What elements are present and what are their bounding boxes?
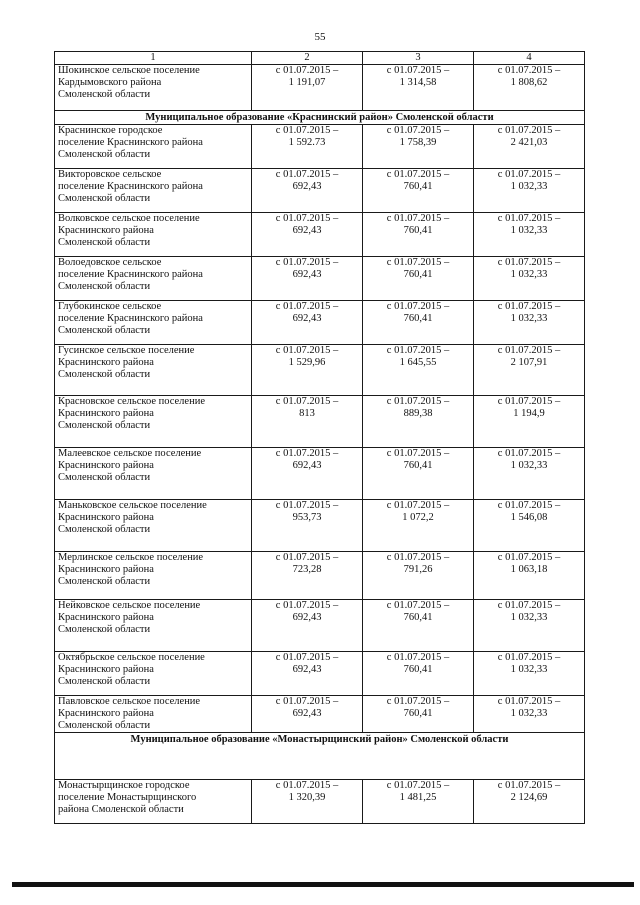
tariff-cell-col4 (474, 65, 585, 111)
cell-line-first: с 01.07.2015 – (497, 780, 561, 791)
cell-line-first: с 01.07.2015 – (275, 500, 339, 511)
cell-line: района Смоленской области (58, 804, 184, 815)
table-row (55, 448, 585, 500)
tariff-cell-col3 (363, 448, 474, 500)
cell-line: 2 124,69 (510, 792, 548, 803)
cell-line-first: с 01.07.2015 – (386, 125, 450, 136)
cell-line: Смоленской области (58, 576, 151, 587)
cell-line-first: с 01.07.2015 – (386, 169, 450, 180)
cell-line-first: с 01.07.2015 – (275, 169, 339, 180)
table-row (55, 169, 585, 213)
cell-line-first: с 01.07.2015 – (497, 652, 561, 663)
cell-line: 760,41 (403, 708, 433, 719)
table-row (55, 552, 585, 600)
municipality-name-cell (55, 125, 252, 169)
tariff-cell-col2 (252, 552, 363, 600)
table-row (55, 780, 585, 824)
tariff-cell-col2 (252, 780, 363, 824)
cell-line-first: с 01.07.2015 – (497, 448, 561, 459)
cell-line: Смоленской области (58, 237, 151, 248)
cell-line-first: с 01.07.2015 – (497, 125, 561, 136)
tariff-cell-col4 (474, 301, 585, 345)
cell-line-first: с 01.07.2015 – (386, 552, 450, 563)
cell-line: 723,28 (292, 564, 322, 575)
cell-line: 760,41 (403, 269, 433, 280)
tariff-cell-col3 (363, 125, 474, 169)
cell-line-first: с 01.07.2015 – (275, 125, 339, 136)
tariff-cell-col2 (252, 169, 363, 213)
cell-line-first: с 01.07.2015 – (386, 65, 450, 76)
tariff-cell-col2 (252, 500, 363, 552)
cell-line: 692,43 (292, 225, 322, 236)
cell-line: 1 063,18 (510, 564, 548, 575)
cell-line: 953,73 (292, 512, 322, 523)
cell-line: 692,43 (292, 181, 322, 192)
cell-line-first: с 01.07.2015 – (275, 652, 339, 663)
cell-line-first: Маньковское сельское поселение (58, 500, 207, 511)
table-row (55, 65, 585, 111)
tariff-table (54, 51, 585, 824)
cell-line-first: Малеевское сельское поселение (58, 448, 202, 459)
tariff-cell-col4 (474, 696, 585, 733)
cell-line-first: с 01.07.2015 – (275, 600, 339, 611)
cell-line: 760,41 (403, 664, 433, 675)
tariff-cell-col3 (363, 552, 474, 600)
cell-line-first: с 01.07.2015 – (275, 345, 339, 356)
cell-line-first: с 01.07.2015 – (275, 213, 339, 224)
municipality-name-cell (55, 780, 252, 824)
section-title: Муниципальное образование «Монастырщинский район» Смоленской области (55, 733, 585, 780)
tariff-cell-col4 (474, 500, 585, 552)
municipality-name-cell (55, 696, 252, 733)
tariff-cell-col3 (363, 652, 474, 696)
cell-line: 1 032,33 (510, 181, 548, 192)
tariff-cell-col2 (252, 257, 363, 301)
cell-line: 1 072,2 (402, 512, 434, 523)
cell-line: 1 592.73 (288, 137, 326, 148)
cell-line-first: Викторовское сельское (58, 169, 162, 180)
cell-line: 813 (299, 408, 315, 419)
cell-line-first: Краснинское городское (58, 125, 163, 136)
section-title: Муниципальное образование «Краснинский район» Смоленской области (55, 111, 585, 125)
cell-line-first: Гусинское сельское поселение (58, 345, 195, 356)
table-row (55, 696, 585, 733)
cell-line: 1 032,33 (510, 225, 548, 236)
table-row (55, 125, 585, 169)
table-body (55, 65, 585, 824)
cell-line-first: с 01.07.2015 – (497, 500, 561, 511)
cell-line: 760,41 (403, 612, 433, 623)
table-row (55, 213, 585, 257)
cell-line: Смоленской области (58, 325, 151, 336)
tariff-cell-col4 (474, 652, 585, 696)
cell-line-first: Мерлинское сельское поселение (58, 552, 204, 563)
table-row (55, 652, 585, 696)
cell-line: Краснинского района (58, 357, 154, 368)
page-number: 55 (314, 31, 326, 43)
tariff-cell-col4 (474, 213, 585, 257)
table-row (55, 600, 585, 652)
cell-line-first: с 01.07.2015 – (275, 780, 339, 791)
cell-line: Краснинского района (58, 664, 154, 675)
cell-line: Смоленской области (58, 624, 151, 635)
cell-line: поселение Краснинского района (58, 181, 203, 192)
cell-line-first: с 01.07.2015 – (497, 65, 561, 76)
cell-line: 760,41 (403, 225, 433, 236)
cell-line: 1 314,58 (399, 77, 437, 88)
municipality-name-cell (55, 345, 252, 396)
cell-line-first: с 01.07.2015 – (275, 65, 339, 76)
cell-line: 1 481,25 (399, 792, 437, 803)
cell-line: 1 032,33 (510, 313, 548, 324)
cell-line: Смоленской области (58, 149, 151, 160)
table-row (55, 500, 585, 552)
cell-line-first: с 01.07.2015 – (386, 213, 450, 224)
table-row (55, 396, 585, 448)
column-header-3: 3 (363, 52, 474, 65)
tariff-cell-col2 (252, 396, 363, 448)
cell-line: 1 320,39 (288, 792, 326, 803)
tariff-cell-col4 (474, 345, 585, 396)
cell-line-first: с 01.07.2015 – (275, 301, 339, 312)
cell-line: 692,43 (292, 269, 322, 280)
cell-line-first: с 01.07.2015 – (275, 552, 339, 563)
cell-line: Смоленской области (58, 472, 151, 483)
tariff-cell-col2 (252, 652, 363, 696)
cell-line: Краснинского района (58, 612, 154, 623)
cell-line-first: с 01.07.2015 – (497, 600, 561, 611)
municipality-name-cell (55, 552, 252, 600)
tariff-cell-col4 (474, 780, 585, 824)
cell-line: 692,43 (292, 313, 322, 324)
cell-line: 692,43 (292, 664, 322, 675)
tariff-cell-col3 (363, 600, 474, 652)
tariff-cell-col2 (252, 125, 363, 169)
cell-line: 889,38 (403, 408, 433, 419)
cell-line: поселение Монастырщинского (58, 792, 197, 803)
tariff-cell-col3 (363, 696, 474, 733)
cell-line-first: с 01.07.2015 – (497, 552, 561, 563)
cell-line: 1 032,33 (510, 460, 548, 471)
municipality-name-cell (55, 652, 252, 696)
tariff-cell-col3 (363, 65, 474, 111)
tariff-cell-col3 (363, 257, 474, 301)
cell-line-first: с 01.07.2015 – (497, 345, 561, 356)
tariff-cell-col3 (363, 500, 474, 552)
cell-line: 1 191,07 (288, 77, 326, 88)
cell-line: 1 529,96 (288, 357, 326, 368)
cell-line: Краснинского района (58, 225, 154, 236)
cell-line: поселение Краснинского района (58, 269, 203, 280)
cell-line-first: Волоедовское сельское (58, 257, 162, 268)
cell-line: 1 032,33 (510, 269, 548, 280)
cell-line: Краснинского района (58, 708, 154, 719)
cell-line: Смоленской области (58, 281, 151, 292)
cell-line-first: с 01.07.2015 – (497, 257, 561, 268)
cell-line: 1 032,33 (510, 664, 548, 675)
tariff-cell-col3 (363, 301, 474, 345)
cell-line: Смоленской области (58, 193, 151, 204)
cell-line-first: Шокинское сельское поселение (58, 65, 200, 76)
municipality-name-cell (55, 396, 252, 448)
cell-line: 2 107,91 (510, 357, 548, 368)
tariff-cell-col4 (474, 448, 585, 500)
cell-line-first: с 01.07.2015 – (275, 696, 339, 707)
cell-line-first: с 01.07.2015 – (386, 448, 450, 459)
cell-line: 1 194,9 (513, 408, 545, 419)
cell-line: 1 032,33 (510, 612, 548, 623)
municipality-name-cell (55, 600, 252, 652)
cell-line: 692,43 (292, 460, 322, 471)
cell-line: поселение Краснинского района (58, 137, 203, 148)
section-header-row (55, 733, 585, 780)
cell-line-first: Глубокинское сельское (58, 301, 162, 312)
cell-line-first: с 01.07.2015 – (497, 396, 561, 407)
municipality-name-cell (55, 65, 252, 111)
cell-line-first: с 01.07.2015 – (497, 213, 561, 224)
cell-line-first: с 01.07.2015 – (275, 448, 339, 459)
cell-line-first: Октябрьское сельское поселение (58, 652, 205, 663)
column-header-4: 4 (474, 52, 585, 65)
cell-line: 692,43 (292, 612, 322, 623)
tariff-cell-col2 (252, 448, 363, 500)
municipality-name-cell (55, 257, 252, 301)
tariff-cell-col4 (474, 600, 585, 652)
cell-line: поселение Краснинского района (58, 313, 203, 324)
cell-line-first: Красновское сельское поселение (58, 396, 205, 407)
tariff-cell-col4 (474, 257, 585, 301)
table-row (55, 345, 585, 396)
cell-line-first: с 01.07.2015 – (386, 652, 450, 663)
cell-line: 760,41 (403, 313, 433, 324)
cell-line: Смоленской области (58, 720, 151, 731)
section-header-row (55, 111, 585, 125)
tariff-cell-col3 (363, 169, 474, 213)
tariff-cell-col2 (252, 301, 363, 345)
tariff-cell-col3 (363, 213, 474, 257)
cell-line: 692,43 (292, 708, 322, 719)
tariff-cell-col4 (474, 125, 585, 169)
table-row (55, 301, 585, 345)
cell-line: Смоленской области (58, 524, 151, 535)
municipality-name-cell (55, 448, 252, 500)
cell-line: 1 645,55 (399, 357, 437, 368)
cell-line-first: с 01.07.2015 – (386, 301, 450, 312)
cell-line: 760,41 (403, 460, 433, 471)
cell-line: 2 421,03 (510, 137, 548, 148)
cell-line: Краснинского района (58, 564, 154, 575)
cell-line: Смоленской области (58, 676, 151, 687)
municipality-name-cell (55, 213, 252, 257)
cell-line-first: с 01.07.2015 – (386, 696, 450, 707)
municipality-name-cell (55, 301, 252, 345)
cell-line-first: с 01.07.2015 – (386, 257, 450, 268)
cell-line: 760,41 (403, 181, 433, 192)
column-header-2: 2 (252, 52, 363, 65)
table-header-row (55, 52, 585, 65)
cell-line: 1 546,08 (510, 512, 548, 523)
cell-line-first: Павловское сельское поселение (58, 696, 201, 707)
cell-line-first: с 01.07.2015 – (497, 169, 561, 180)
cell-line: Смоленской области (58, 369, 151, 380)
table-row (55, 257, 585, 301)
municipality-name-cell (55, 500, 252, 552)
cell-line-first: Волковское сельское поселение (58, 213, 200, 224)
cell-line-first: с 01.07.2015 – (497, 696, 561, 707)
cell-line-first: с 01.07.2015 – (275, 396, 339, 407)
cell-line-first: Нейковское сельское поселение (58, 600, 201, 611)
tariff-cell-col4 (474, 169, 585, 213)
cell-line: Краснинского района (58, 512, 154, 523)
tariff-cell-col2 (252, 213, 363, 257)
cell-line-first: с 01.07.2015 – (386, 600, 450, 611)
cell-line: 1 808,62 (510, 77, 548, 88)
cell-line-first: Монастырщинское городское (58, 780, 190, 791)
cell-line: Кардымовского района (58, 77, 162, 88)
cell-line-first: с 01.07.2015 – (386, 780, 450, 791)
tariff-cell-col2 (252, 600, 363, 652)
tariff-cell-col4 (474, 552, 585, 600)
cell-line: 1 032,33 (510, 708, 548, 719)
municipality-name-cell (55, 169, 252, 213)
tariff-cell-col2 (252, 696, 363, 733)
tariff-cell-col2 (252, 345, 363, 396)
cell-line-first: с 01.07.2015 – (275, 257, 339, 268)
cell-line: Краснинского района (58, 408, 154, 419)
cell-line: Смоленской области (58, 420, 151, 431)
tariff-cell-col3 (363, 396, 474, 448)
cell-line-first: с 01.07.2015 – (386, 396, 450, 407)
cell-line-first: с 01.07.2015 – (497, 301, 561, 312)
tariff-cell-col2 (252, 65, 363, 111)
cell-line: Краснинского района (58, 460, 154, 471)
cell-line: 791,26 (403, 564, 433, 575)
tariff-cell-col3 (363, 345, 474, 396)
tariff-cell-col3 (363, 780, 474, 824)
column-header-1: 1 (55, 52, 252, 65)
cell-line: 1 758,39 (399, 137, 437, 148)
cell-line-first: с 01.07.2015 – (386, 500, 450, 511)
cell-line: Смоленской области (58, 89, 151, 100)
cell-line-first: с 01.07.2015 – (386, 345, 450, 356)
tariff-cell-col4 (474, 396, 585, 448)
bottom-rule (12, 882, 634, 887)
